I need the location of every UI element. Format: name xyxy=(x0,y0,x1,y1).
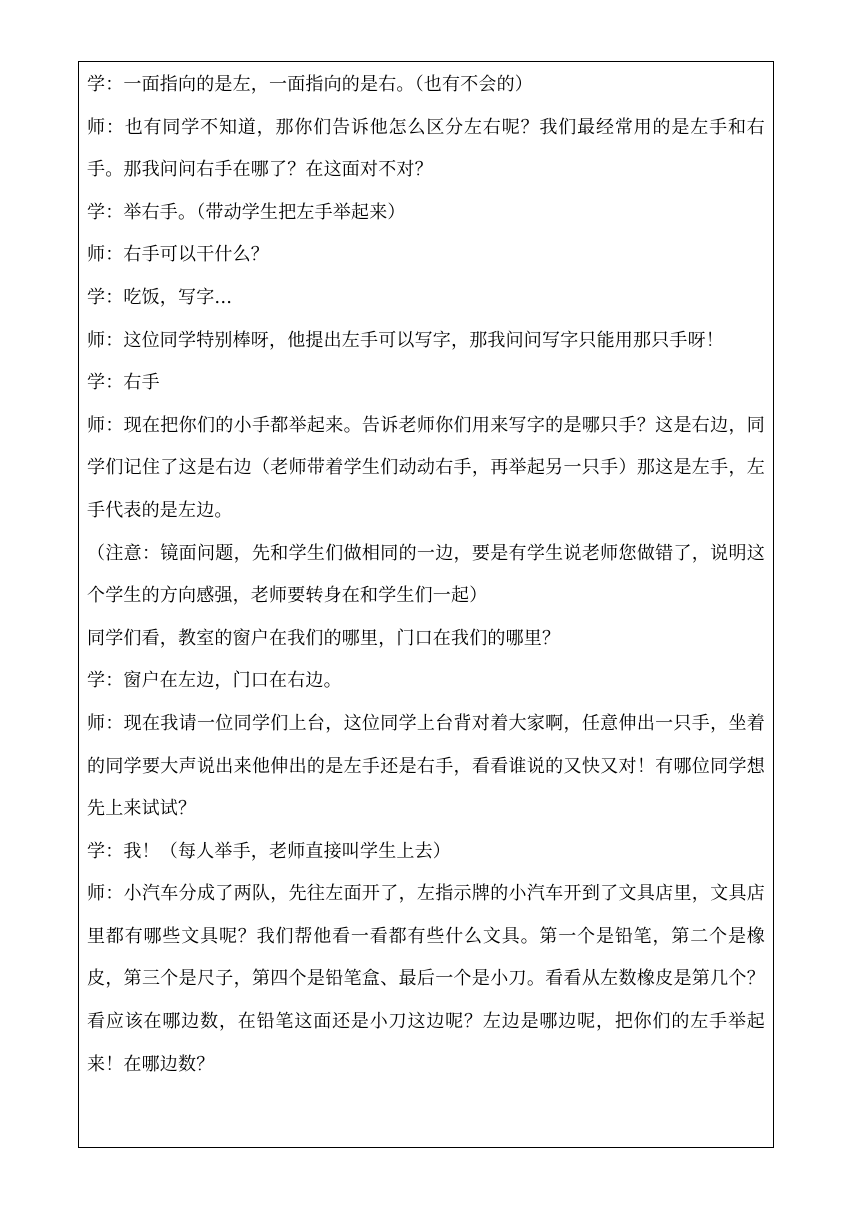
paragraph: 学：我！（每人举手，老师直接叫学生上去） xyxy=(87,840,451,862)
paragraph: 师：小汽车分成了两队，先往左面开了，左指示牌的小汽车开到了文具店里，文具店里都有哪些文具呢？我们帮他看一看都有些什么文具。第一个是铅笔，第二个是橡皮，第三个是尺子，第四个是铅笔盒、最后一个是小刀。看看从左数橡皮是第几个？看应该在哪边数，在铅笔这面还是小刀这边呢？左边是哪边呢，把你们的左手举起来！在哪边数？ xyxy=(87,883,765,1075)
paragraph: 师：右手可以干什么？ xyxy=(87,244,269,266)
table-cell xyxy=(78,61,774,1148)
paragraph: 师：现在我请一位同学们上台，这位同学上台背对着大家啊，任意伸出一只手，坐着的同学要大声说出来他伸出的是左手还是右手，看看谁说的又快又对！有哪位同学想先上来试试？ xyxy=(87,712,765,820)
paragraph: 学：举右手。（带动学生把左手举起来） xyxy=(87,201,406,223)
paragraph: 学：一面指向的是左，一面指向的是右。（也有不会的） xyxy=(87,74,533,95)
paragraph: （注意：镜面问题，先和学生们做相同的一边，要是有学生说老师您做错了，说明这个学生的方向感强，老师要转身在和学生们一起） xyxy=(87,542,765,607)
paragraph: 师：现在把你们的小手都举起来。告诉老师你们用来写字的是哪只手？这是右边，同学们记住了这是右边（老师带着学生们动动右手，再举起另一只手）那这是左手，左手代表的是左边。 xyxy=(87,414,765,521)
paragraph: 学：窗户在左边，门口在右边。 xyxy=(87,670,342,692)
paragraph: 师：这位同学特别棒呀，他提出左手可以写字，那我问问写字只能用那只手呀！ xyxy=(87,329,724,351)
lesson-transcript xyxy=(87,64,765,1086)
paragraph: 同学们看，教室的窗户在我们的哪里，门口在我们的哪里？ xyxy=(87,627,561,649)
paragraph: 学：吃饭，写字... xyxy=(87,286,233,308)
paragraph: 师：也有同学不知道，那你们告诉他怎么区分左右呢？我们最经常用的是左手和右手。那我问问右手在哪了？在这面对不对？ xyxy=(87,116,765,181)
paragraph: 学：右手 xyxy=(87,372,160,394)
